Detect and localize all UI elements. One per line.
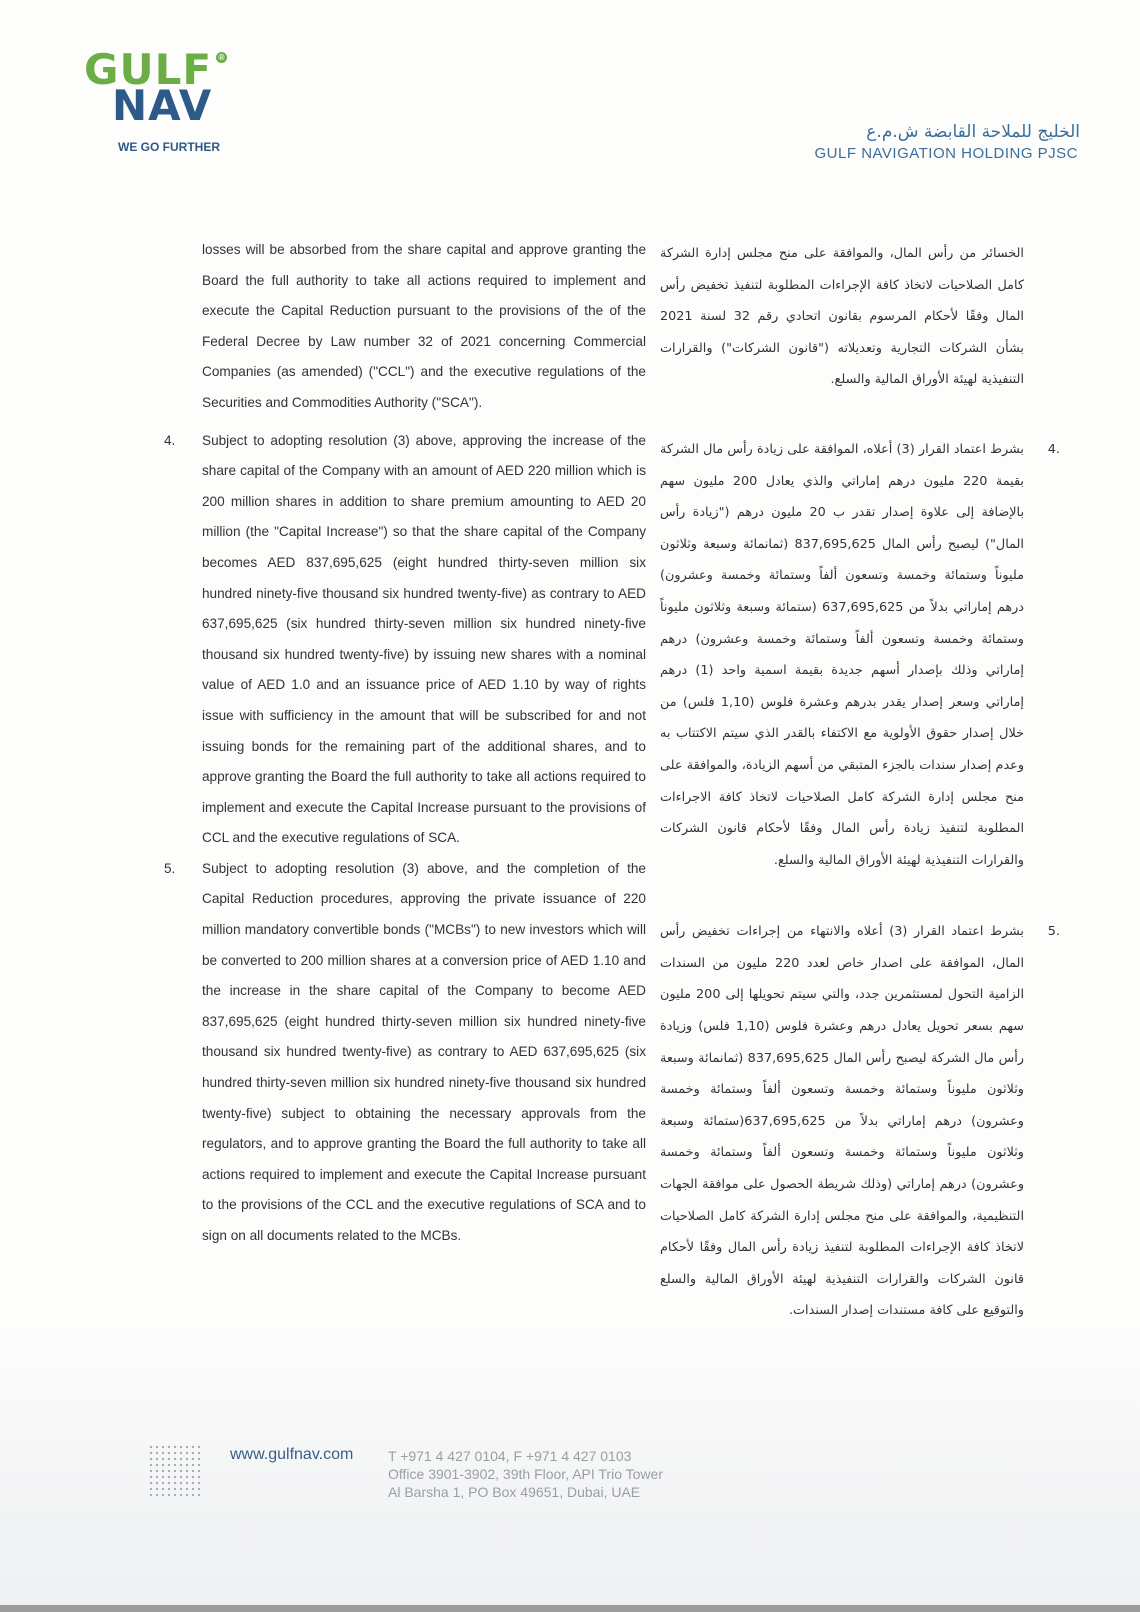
company-name-arabic: الخليج للملاحة القابضة ش.م.ع xyxy=(866,122,1080,142)
arabic-column xyxy=(660,238,1060,1327)
arabic-resolution-item xyxy=(660,916,1060,1327)
english-item-number: 5. xyxy=(164,860,176,876)
footer-website-link[interactable]: www.gulfnav.com xyxy=(230,1446,354,1463)
english-item-text: Subject to adopting resolution (3) above, and the completion of the Capital Reduction procedures, approving the private issuance of 220 million mandatory convertible bonds ("MCBs") to new investors which will be converted to 200 million shares at a conversion price of AED 1.10 and the increase in the share capital of the Company to become AED 837,695,625 (eight hundred thirty-seven million six hundred ninety-five thousand six hundred twenty-five) as contrary to AED 637,695,625 (six hundred thirty-seven million six hundred ninety-five thousand six hundred twenty-five) subject to obtaining the necessary approvals from the regulators, and to approve granting the Board the full authority to take all actions required to implement and execute the Capital Increase pursuant to the provisions of the CCL and the executive regulations of SCA and to sign on all documents related to the MCBs. xyxy=(202,860,646,1243)
footer-address-line2: Al Barsha 1, PO Box 49651, Dubai, UAE xyxy=(388,1484,641,1500)
english-column xyxy=(160,235,646,1252)
arabic-continuation-paragraph: الخسائر من رأس المال، والموافقة على منح مجلس إدارة الشركة كامل الصلاحيات لاتخاذ كافة الإجراءات المطلوبة لتنفيذ تخفيض رأس المال وفقًا لأحكام المرسوم بقانون اتحادي رقم 32 لسنة 2021 بشأن الشركات التجارية وتعديلاته ("قانون الشركات") والقرارات التنفيذية لهيئة الأوراق المالية والسلع. xyxy=(660,246,1024,388)
logo-word-gulf: GULF xyxy=(84,45,213,94)
arabic-item-number: .5 xyxy=(1047,924,1060,940)
english-continuation-paragraph: losses will be absorbed from the share capital and approve granting the Board the full authority to take all actions required to implement and execute the Capital Reduction pursuant to the provisions of the of the Federal Decree by Law number 32 of 2021 concerning Commercial Companies (as amended) ("CCL") and the executive regulations of the Securities and Commodities Authority ("SCA"). xyxy=(202,242,646,410)
company-name-english: GULF NAVIGATION HOLDING PJSC xyxy=(814,145,1078,162)
english-resolution-item xyxy=(160,854,646,1252)
arabic-item-text: بشرط اعتماد القرار (3) أعلاه والانتهاء من إجراءات تخفيض رأس المال، الموافقة على اصدار خاص لعدد 220 مليون من السندات الزامية التحول لمستثمرين جدد، والتي سيتم تحويلها إلى 200 مليون سهم بسعر تحويل يعادل درهم وعشرة فلوس (1,10 فلس) وزيادة رأس مال الشركة ليصبح رأس المال 837,695,625 (ثمانمائة وسبعة وثلاثون مليوناً وستمائة وخمسة وتسعون ألفاً وستمائة وخمسة وعشرون) درهم إماراتي بدلاً من 637,695,625(ستمائة وسبعة وثلاثون مليوناً وستمائة وخمسة وتسعون ألفاً وستمائة وخمسة وعشرون) درهم إماراتي (وذلك شريطة الحصول على موافقة الجهات التنظيمية، والموافقة على منح مجلس إدارة الشركة كامل الصلاحيات لاتخاذ كافة الإجراءات المطلوبة لتنفيذ زيادة رأس المال وفقًا لأحكام قانون الشركات والقرارات التنفيذية لهيئة الأوراق المالية والسلع والتوقيع على كافة مستندات إصدار السندات. xyxy=(660,924,1025,1319)
english-resolution-item xyxy=(160,426,646,854)
arabic-item-text: بشرط اعتماد القرار (3) أعلاه، الموافقة على زيادة رأس مال الشركة بقيمة 220 مليون درهم إماراتي والذي يعادل 200 مليون سهم بالإضافة إلى علاوة إصدار تقدر ب 20 مليون درهم ("زيادة رأس المال") ليصبح رأس المال 837,695,625 (ثمانمائة وسبعة وثلاثون مليوناً وستمائة وخمسة وتسعون ألفاً وستمائة وخمسة وعشرون) درهم إماراتي بدلاً من 637,695,625 (ستمائة وسبعة وثلاثون مليوناً وستمائة وخمسة وتسعون ألفاً وستمائة وخمسة وعشرون) درهم إماراتي وذلك بإصدار أسهم جديدة بقيمة اسمية واحد (1) درهم إماراتي وسعر إصدار يقدر بدرهم وعشرة فلوس (1,10 فلس) من خلال إصدار حقوق الأولوية مع الاكتفاء بالقدر الذي سيتم الاكتتاب به وعدم إصدار سندات بالجزء المتبقي من أسهم الزيادة، والموافقة على منح مجلس إدارة الشركة كامل الصلاحيات لاتخاذ كافة الاجراءات المطلوبة لتنفيذ زيادة رأس المال وفقًا لأحكام قانون الشركات والقرارات التنفيذية لهيئة الأوراق المالية والسلع. xyxy=(660,441,1025,868)
arabic-resolution-item xyxy=(660,434,1060,876)
registered-mark-icon: ® xyxy=(216,52,227,63)
footer-address-line1: Office 3901-3902, 39th Floor, API Trio Tower xyxy=(388,1466,663,1482)
logo-word-nav: NAV xyxy=(112,81,213,130)
english-item-number: 4. xyxy=(164,432,176,448)
footer-phone-fax: T +971 4 427 0104, F +971 4 427 0103 xyxy=(388,1448,632,1464)
bottom-edge-band xyxy=(0,1605,1140,1612)
footer-contact-block xyxy=(388,1447,663,1501)
english-item-text: Subject to adopting resolution (3) above, approving the increase of the share capital of the Company with an amount of AED 220 million which is 200 million shares in addition to share premium amounting to AED 20 million (the "Capital Increase") so that the share capital of the Company becomes AED 837,695,625 (eight hundred thirty-seven million six hundred ninety-five thousand six hundred twenty-five) as contrary to AED 637,695,625 (six hundred thirty-seven million six hundred ninety-five thousand six hundred twenty-five) by issuing new shares with a nominal value of AED 1.0 and an issuance price of AED 1.10 by way of rights issue with sufficiency in the amount that will be subscribed for and not issuing bonds for the remaining part of the additional shares, and to approve granting the Board the full authority to take all actions required to implement and execute the Capital Increase pursuant to the provisions of CCL and the executive regulations of SCA. xyxy=(202,432,646,846)
arabic-item-number: .4 xyxy=(1047,441,1060,457)
dot-grid-pattern xyxy=(148,1444,202,1500)
logo-tagline: WE GO FURTHER xyxy=(118,140,220,154)
